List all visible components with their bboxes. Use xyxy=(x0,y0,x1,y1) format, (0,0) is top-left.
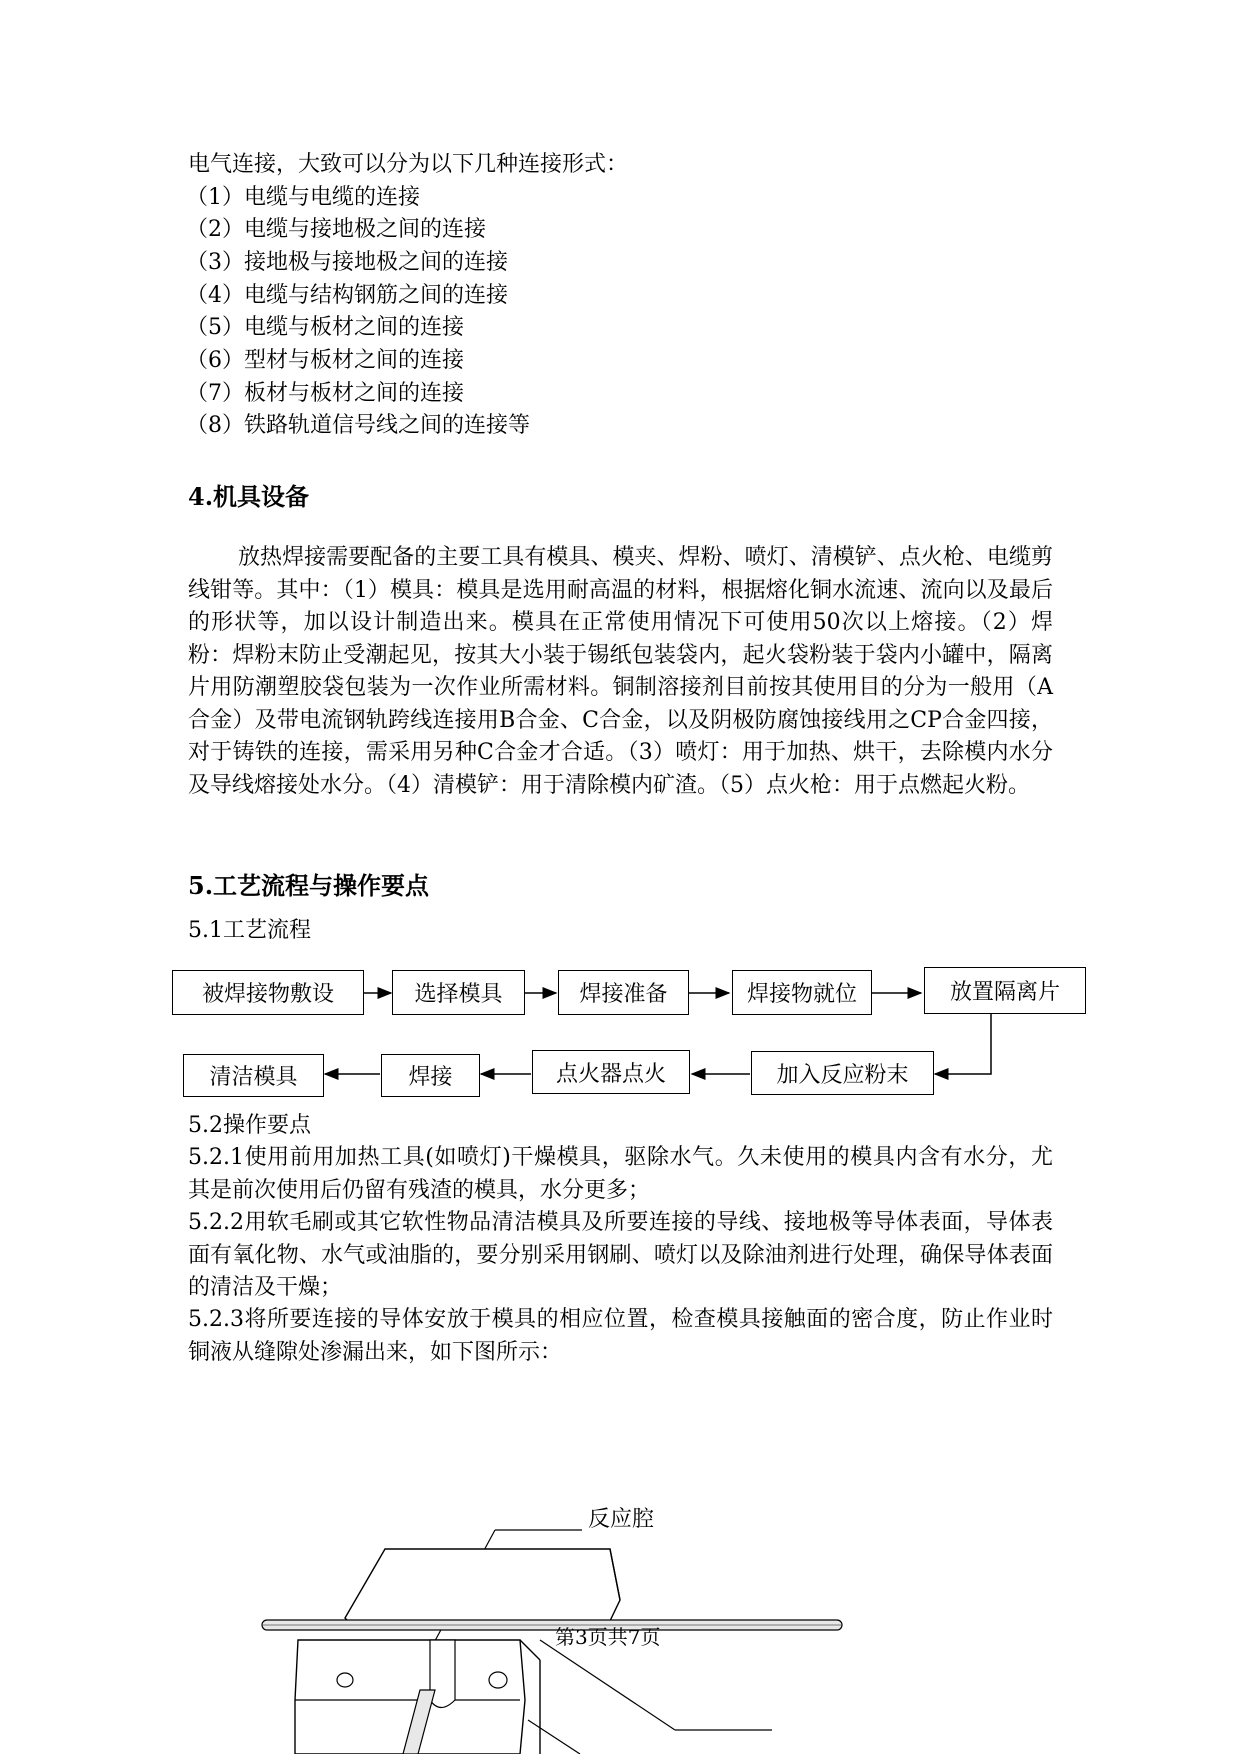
cavity-label: 反应腔 xyxy=(588,1507,655,1532)
subsection-5-2: 5.2操作要点 xyxy=(188,1113,311,1138)
paragraph-5-2-1: 5.2.1使用前用加热工具(如喷灯)干燥模具，驱除水气。久未使用的模具内含有水分，尤其是前次使用后仍留有残渣的模具，水分更多； xyxy=(188,1145,1053,1203)
list-item: （3）接地极与接地极之间的连接 xyxy=(186,250,508,275)
mold-hole xyxy=(337,1673,353,1687)
mold-hole xyxy=(489,1672,507,1688)
list-item: （2）电缆与接地极之间的连接 xyxy=(186,217,486,242)
list-item: （5）电缆与板材之间的连接 xyxy=(186,315,464,340)
list-item: （4）电缆与结构钢筋之间的连接 xyxy=(186,283,508,308)
flow-step-ignite: 点火器点火 xyxy=(532,1050,690,1094)
leader-line xyxy=(528,1720,580,1754)
intro-text: 电气连接，大致可以分为以下几种连接形式： xyxy=(188,152,629,177)
list-item: （8）铁路轨道信号线之间的连接等 xyxy=(186,413,530,438)
cavity-channel xyxy=(430,1640,455,1708)
list-item: （7）板材与板材之间的连接 xyxy=(186,381,464,406)
page-footer: 第3页共7页 xyxy=(555,1625,661,1649)
flow-step-prepare: 焊接准备 xyxy=(558,970,689,1015)
section-4-heading: 4.机具设备 xyxy=(188,482,310,511)
flow-step-spacer: 放置隔离片 xyxy=(924,967,1086,1014)
subsection-5-1: 5.1工艺流程 xyxy=(188,918,311,943)
leader-line xyxy=(540,1640,675,1730)
paragraph-5-2-3: 5.2.3将所要连接的导体安放于模具的相应位置，检查模具接触面的密合度，防止作业时铜液从缝隙处渗漏出来，如下图所示： xyxy=(188,1307,1053,1365)
paragraph-5-2-2: 5.2.2用软毛刷或其它软性物品清洁模具及所要连接的导线、接地极等导体表面，导体表面有氧化物、水气或油脂的，要分别采用钢刷、喷灯以及除油剂进行处理，确保导体表面的清洁及干燥； xyxy=(188,1210,1053,1300)
flow-step-clean: 清洁模具 xyxy=(183,1054,324,1097)
list-item: （6）型材与板材之间的连接 xyxy=(186,348,464,373)
flow-step-weld: 焊接 xyxy=(381,1054,480,1097)
section-4-body-text: 放热焊接需要配备的主要工具有模具、模夹、焊粉、喷灯、清模铲、点火枪、电缆剪线钳等。其中：（1）模具：模具是选用耐高温的材料，根据熔化铜水流速、流向以及最后的形状等，加以设计制造出来。模具在正常使用情况下可使用50次以上熔接。（2）焊粉：焊粉末防止受潮起见，按其大小装于锡纸包装袋内，起火袋粉装于袋内小罐中，隔离片用防潮塑胶袋包装为一次作业所需材料。铜制溶接剂目前按其使用目的分为一般用（A合金）及带电流钢轨跨线连接用B合金、C合金，以及阴极防腐蚀接线用之CP合金四接，对于铸铁的连接，需采用另种C合金才合适。（3）喷灯：用于加热、烘干，去除模内水分及导线熔接处水分。（4）清模铲：用于清除模内矿渣。（5）点火枪：用于点燃起火粉。 xyxy=(188,545,1053,798)
flow-step-add-powder: 加入反应粉末 xyxy=(751,1051,934,1095)
list-item: （1）电缆与电缆的连接 xyxy=(186,185,420,210)
section-5-heading: 5.工艺流程与操作要点 xyxy=(188,871,430,900)
flow-step-lay: 被焊接物敷设 xyxy=(172,970,364,1015)
flow-step-position: 焊接物就位 xyxy=(732,970,872,1015)
flow-step-select-mold: 选择模具 xyxy=(392,970,525,1015)
upper-mold xyxy=(345,1549,620,1625)
